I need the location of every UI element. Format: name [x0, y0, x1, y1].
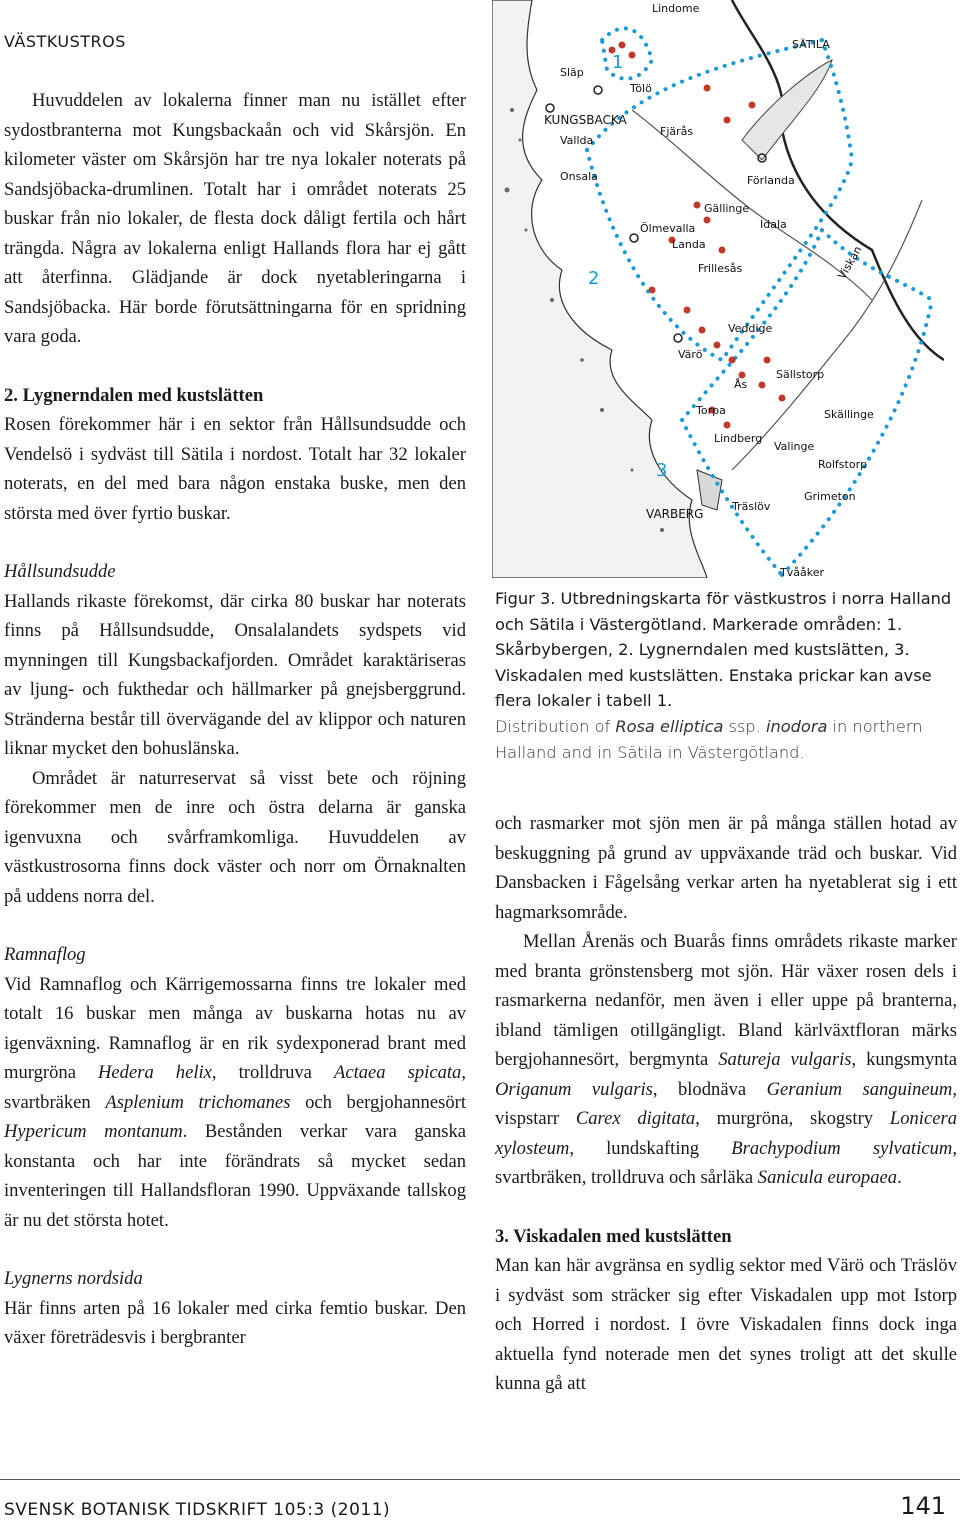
map-label-valinge: Valinge: [774, 440, 815, 453]
area-number-2: 2: [588, 268, 600, 289]
paragraph-6: Här finns arten på 16 lokaler med cirka femtio buskar. Den växer företrädesvis i bergbranter: [4, 1297, 466, 1348]
paragraph-3: Hallands rikaste förekomst, där cirka 80 buskar har noterats finns på Hållsundsudde, Onsalalandets sydspets vid mynningen till Kungsbackafjorden. Området karaktäriseras av ljung- och fukthedar och hällmarker på gnejsberggrund. Stränderna består till övervägande del av klippor och naturen liknar mycket den bohuslänska.: [4, 590, 466, 759]
figure-caption: [495, 586, 957, 765]
map-label-skallinge: Skällinge: [824, 408, 874, 421]
paragraph-5: Vid Ramnaflog och Kärrigemossarna finns tre lokaler med totalt 16 buskar men många av buskarna hotas nu av igenväxning. Ramnaflog är en rik sydexponerad brant med murgröna Hedera helix, trolldruva Actaea spicata, svartbräken Asplenium trichomanes och bergjohannesört Hypericum montanum. Bestånden verkar vara ganska konstanta och har inte förändrats så mycket sedan inventeringen till Hallandsfloran 1990. Uppväxande tallskog är nu det största hotet.: [4, 973, 466, 1231]
heading-area-2: 2. Lygnerndalen med kustslätten: [4, 384, 264, 406]
map-label-idala: Idala: [760, 218, 787, 231]
caption-swedish: Figur 3. Utbredningskarta för västkustros i norra Halland och Sätila i Västergötland. Markerade områden: 1. Skårbybergen, 2. Lygnerndalen med kustslätten, 3. Viskadalen med kustslätten. Enstaka prickar kan avse flera lokaler i tabell 1.: [495, 589, 952, 711]
paragraph-4: Området är naturreservat så visst bete och röjning förekommer men de inre och östra delarna är ganska igenvuxna och svårframkomliga. Huvuddelen av västkustrosorna finns dock väster och norr om Örnaknalten på uddens norra del.: [4, 767, 466, 907]
map-label-lindome: Lindome: [652, 2, 700, 15]
subheading-hallsundsudde: Hållsundsudde: [4, 561, 116, 582]
map-label-onsala: Onsala: [560, 170, 598, 183]
right-paragraph-3: Man kan här avgränsa en sydlig sektor med Värö och Träslöv i sydväst som sträcker sig efter Viskadalen upp mot Istorp och Horred i nordost. I övre Viskadalen finns dock inga aktuella fynd noterade men det synes troligt att det skulle kunna gå att: [495, 1255, 957, 1394]
subheading-ramnaflog: Ramnaflog: [4, 944, 86, 965]
heading-area-3: 3. Viskadalen med kustslätten: [495, 1225, 732, 1247]
map-label-varberg: VARBERG: [646, 507, 704, 521]
map-label-kungsbacka: KUNGSBACKA: [544, 113, 627, 127]
map-label-torpa: Torpa: [696, 404, 726, 417]
subheading-lygnerns-nordsida: Lygnerns nordsida: [4, 1268, 143, 1289]
footer-rule: [0, 1479, 960, 1480]
map-label-tolo: Tölö: [630, 82, 652, 95]
map-label-slap: Släp: [560, 66, 584, 79]
map-label-frillesas: Frillesås: [698, 262, 743, 275]
area-number-3: 3: [656, 460, 668, 481]
map-label-traslov: Träslöv: [732, 500, 771, 513]
area-number-1: 1: [612, 52, 624, 73]
paragraph-1: Huvuddelen av lokalerna finner man nu istället efter sydostbranterna mot Kungsbackaån och vid Skårsjön. En kilometer väster om Skårsjön har tre nya lokaler noterats på Sandsjöbacka-drumlinen. Totalt har i området noterats 25 buskar från nio lokaler, de flesta dock dåligt fertila och hårt trängda. Några av lokalerna enligt Hallands flora har ej gått att återfinna. Glädjande är dock nyetableringarna i Sandsjöbacka. Här borde förutsättningarna för en spridning vara goda.: [4, 90, 466, 347]
map-label-viskan: Viskan: [835, 243, 865, 282]
distribution-map: [492, 0, 944, 578]
map-label-sallstorp: Sällstorp: [776, 368, 825, 381]
map-label-grimeton: Grimeton: [804, 490, 856, 503]
map-label-vallda: Vallda: [560, 134, 594, 147]
map-label-varo: Värö: [678, 348, 703, 361]
right-paragraph-1: och rasmarker mot sjön men är på många ställen hotad av beskuggning på grund av uppväxande träd och buskar. Vid Dansbacken i Fågelsång verkar arten ha nyetablerat sig i ett hagmarksområde.: [495, 813, 957, 923]
map-label-lindberg: Lindberg: [714, 432, 763, 445]
map-label-veddige: Veddige: [728, 322, 773, 335]
right-paragraph-2: Mellan Årenäs och Buarås finns områdets rikaste marker med branta grönstensberg mot sjön. Här växer rosen dels i rasmarkerna nedanför, men även i eller uppe på branterna, ibland tämligen otillgängligt. Bland kärlväxtfloran märks bergjohannesört, bergmynta Satureja vulgaris, kungsmynta Origanum vulgaris, blodnäva Geranium sanguineum, vispstarr Carex digitata, murgröna, skogstry Lonicera xylosteum, lundskafting Brachypodium sylvaticum, svartbräken, trolldruva och sårläka Sanicula europaea.: [495, 931, 958, 1188]
map-label-tvaaker: Tvååker: [780, 566, 824, 578]
paragraph-2: Rosen förekommer här i en sektor från Hållsundsudde och Vendelsö i sydväst till Sätila i nordost. Totalt har 32 lokaler noterats, en del med bara någon enstaka buske, men den största med över fyrtio buskar.: [4, 414, 466, 524]
left-column: [4, 86, 466, 1353]
journal-citation: SVENSK BOTANISK TIDSKRIFT 105:3 (2011): [4, 1500, 391, 1520]
map-label-fjaras: Fjärås: [660, 125, 694, 138]
map-label-olmevalla: Ölmevalla: [640, 222, 696, 235]
section-title: VÄSTKUSTROS: [4, 32, 126, 51]
caption-english: Distribution of Rosa elliptica ssp. inodora in northern Halland and in Sätila in Västergötland.: [495, 716, 923, 762]
map-label-farlanda: Förlanda: [747, 174, 795, 187]
map-label-as: Ås: [734, 378, 748, 391]
right-column: [495, 809, 957, 1399]
page-number: 141: [900, 1492, 946, 1520]
map-label-landa: Landa: [672, 238, 706, 251]
map-label-gallinge: Gällinge: [704, 202, 750, 215]
map-label-rolfstorp: Rolfstorp: [818, 458, 868, 471]
map-label-satila: SÄTILA: [792, 38, 830, 51]
